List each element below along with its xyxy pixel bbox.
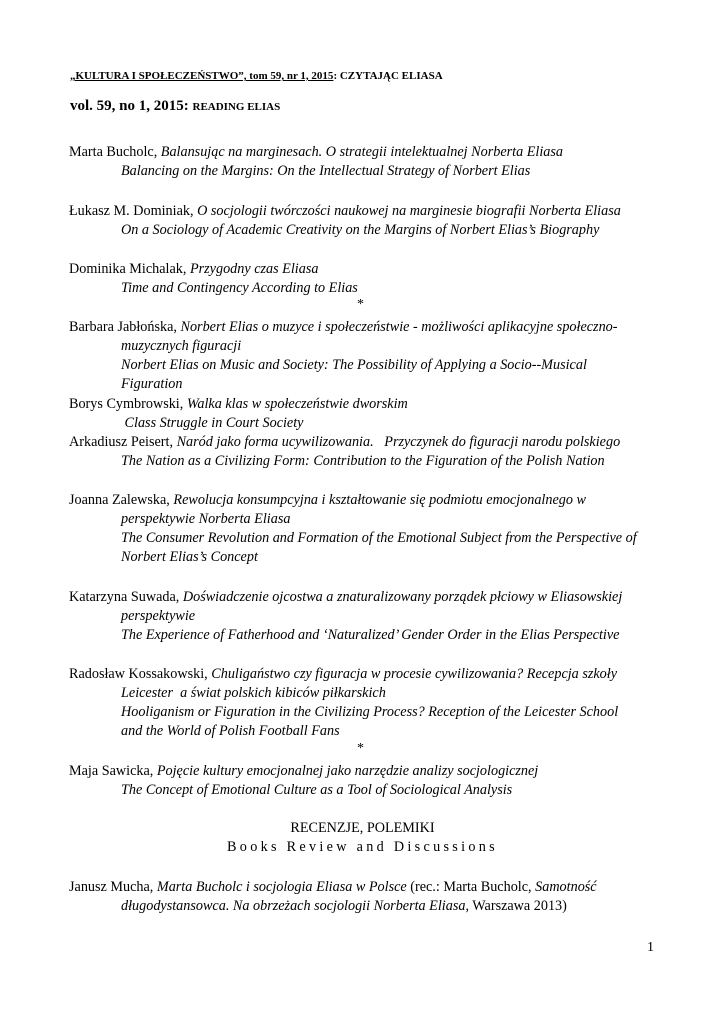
volume-en: vol. 59, no 1, 2015: bbox=[70, 98, 193, 114]
entry-0-title-en bbox=[121, 162, 530, 181]
review-rec-label: (rec.: Marta Bucholc, bbox=[406, 879, 536, 895]
section-separator: * bbox=[357, 297, 364, 312]
review-line-2 bbox=[121, 897, 567, 916]
entry-title-en: Balancing on the Margins: On the Intellectual Strategy of Norbert Elias bbox=[121, 163, 531, 179]
entry-7-line-pl bbox=[69, 588, 622, 607]
entry-title-en: Norbert Elias on Music and Society: The Possibility of Applying a Socio--Musical bbox=[121, 357, 587, 373]
entry-6-line-pl bbox=[69, 491, 586, 510]
entry-author: Dominika Michalak, bbox=[69, 261, 190, 277]
entry-5-title-en bbox=[121, 452, 605, 471]
entry-8-line-pl bbox=[69, 665, 617, 684]
entry-title-en: and the World of Polish Football Fans bbox=[121, 723, 340, 739]
reviewed-book-title-cont: długodystansowca. Na obrzeżach socjologii Norberta Eliasa bbox=[121, 898, 466, 914]
entry-title-pl: Pojęcie kultury emocjonalnej jako narzędzie analizy socjologicznej bbox=[156, 763, 539, 779]
entry-title-pl: Doświadczenie ojcostwa a znaturalizowany porządek płciowy w Eliasowskiej bbox=[182, 589, 623, 605]
entry-author: Maja Sawicka, bbox=[69, 763, 157, 779]
entry-title-pl: Przygodny czas Eliasa bbox=[189, 261, 319, 277]
entry-title-pl: Balansując na marginesach. O strategii intelektualnej Norberta Eliasa bbox=[160, 144, 563, 160]
entry-title-pl: perspektywie bbox=[121, 608, 196, 624]
entry-6-title-en bbox=[121, 529, 637, 548]
entry-8-title-pl-cont bbox=[121, 684, 386, 703]
entry-title-en: Norbert Elias’s Concept bbox=[121, 549, 258, 565]
entry-0-line-pl bbox=[69, 143, 563, 162]
review-line-1 bbox=[69, 878, 597, 897]
entry-3-title-en bbox=[121, 356, 587, 375]
entry-7-title-en bbox=[121, 626, 619, 645]
entry-2-line-pl bbox=[69, 260, 318, 279]
entry-title-en: On a Sociology of Academic Creativity on the Margins of Norbert Elias’s Biography bbox=[121, 222, 600, 238]
entry-8-title-en bbox=[121, 703, 618, 722]
entry-4-line-pl bbox=[69, 395, 408, 414]
entry-9-line-pl bbox=[69, 762, 538, 781]
reviewed-book-title: Samotność bbox=[535, 879, 597, 895]
entry-title-pl: muzycznych figuracji bbox=[121, 338, 242, 354]
entry-2-title-en bbox=[121, 279, 358, 298]
entry-title-en: The Consumer Revolution and Formation of the Emotional Subject from the Perspective of bbox=[121, 530, 637, 546]
review-author: Janusz Mucha, bbox=[69, 879, 157, 895]
entry-1-title-en bbox=[121, 221, 599, 240]
entry-author: Borys Cymbrowski, bbox=[69, 396, 187, 412]
entry-title-en: The Experience of Fatherhood and ‘Naturalized’ Gender Order in the Elias Perspective bbox=[121, 627, 620, 643]
entry-8-title-en-cont bbox=[121, 722, 340, 741]
entry-title-pl: Norbert Elias o muzyce i społeczeństwie - możliwości aplikacyjne społeczno- bbox=[180, 319, 618, 335]
entry-title-pl: Rewolucja konsumpcyjna i kształtowanie się podmiotu emocjonalnego w bbox=[173, 492, 586, 508]
reviews-heading-en: Books Review and Discussions bbox=[227, 839, 498, 855]
entry-author: Radosław Kossakowski, bbox=[69, 666, 212, 682]
entry-title-pl: Leicester a świat polskich kibiców piłkarskich bbox=[121, 685, 386, 701]
entry-3-title-pl-cont bbox=[121, 337, 241, 356]
entry-author: Arkadiusz Peisert, bbox=[69, 434, 177, 450]
journal-header-en bbox=[70, 97, 280, 115]
entry-4-title-en bbox=[121, 414, 303, 433]
entry-author: Łukasz M. Dominiak, bbox=[69, 203, 198, 219]
reviews-heading-pl: RECENZJE, POLEMIKI bbox=[290, 820, 435, 836]
entry-6-title-pl-cont bbox=[121, 510, 290, 529]
entry-title-pl: Naród jako forma ucywilizowania. Przyczynek do figuracji narodu polskiego bbox=[176, 434, 621, 450]
entry-title-en: Time and Contingency According to Elias bbox=[121, 280, 358, 296]
entry-title-en: Hooliganism or Figuration in the Civilizing Process? Reception of the Leicester School bbox=[121, 704, 619, 720]
entry-6-title-en-cont bbox=[121, 548, 258, 567]
entry-author: Katarzyna Suwada, bbox=[69, 589, 183, 605]
section-separator: * bbox=[357, 741, 364, 756]
entry-title-pl: Chuligaństwo czy figuracja w procesie cywilizowania? Recepcja szkoły bbox=[211, 666, 617, 682]
journal-title-pl: „KULTURA I SPOŁECZEŃSTWO”, tom 59, nr 1, 2015 bbox=[70, 70, 334, 82]
entry-title-pl: Walka klas w społeczeństwie dworskim bbox=[186, 396, 408, 412]
entry-author: Marta Bucholc, bbox=[69, 144, 161, 160]
entry-7-title-pl-cont bbox=[121, 607, 195, 626]
entry-title-pl: perspektywie Norberta Eliasa bbox=[121, 511, 291, 527]
entry-author: Barbara Jabłońska, bbox=[69, 319, 181, 335]
entry-1-line-pl bbox=[69, 202, 621, 221]
review-publication: , Warszawa 2013) bbox=[465, 898, 567, 914]
entry-title-en: The Nation as a Civilizing Form: Contribution to the Figuration of the Polish Nation bbox=[121, 453, 605, 469]
entry-9-title-en bbox=[121, 781, 512, 800]
entry-5-line-pl bbox=[69, 433, 620, 452]
entry-3-line-pl bbox=[69, 318, 617, 337]
page-number: 1 bbox=[647, 940, 654, 955]
entry-title-en: Class Struggle in Court Society bbox=[121, 415, 304, 431]
entry-title-en: The Concept of Emotional Culture as a Tool of Sociological Analysis bbox=[121, 782, 513, 798]
review-title: Marta Bucholc i socjologia Eliasa w Polsce bbox=[156, 879, 407, 895]
entry-title-en: Figuration bbox=[121, 376, 183, 392]
entry-title-pl: O socjologii twórczości naukowej na marginesie biografii Norberta Eliasa bbox=[197, 203, 621, 219]
issue-title-pl: : CZYTAJĄC ELIASA bbox=[333, 70, 443, 82]
journal-header-pl bbox=[70, 70, 443, 82]
issue-title-en: READING ELIAS bbox=[192, 101, 281, 113]
entry-3-title-en-cont bbox=[121, 375, 182, 394]
entry-author: Joanna Zalewska, bbox=[69, 492, 174, 508]
